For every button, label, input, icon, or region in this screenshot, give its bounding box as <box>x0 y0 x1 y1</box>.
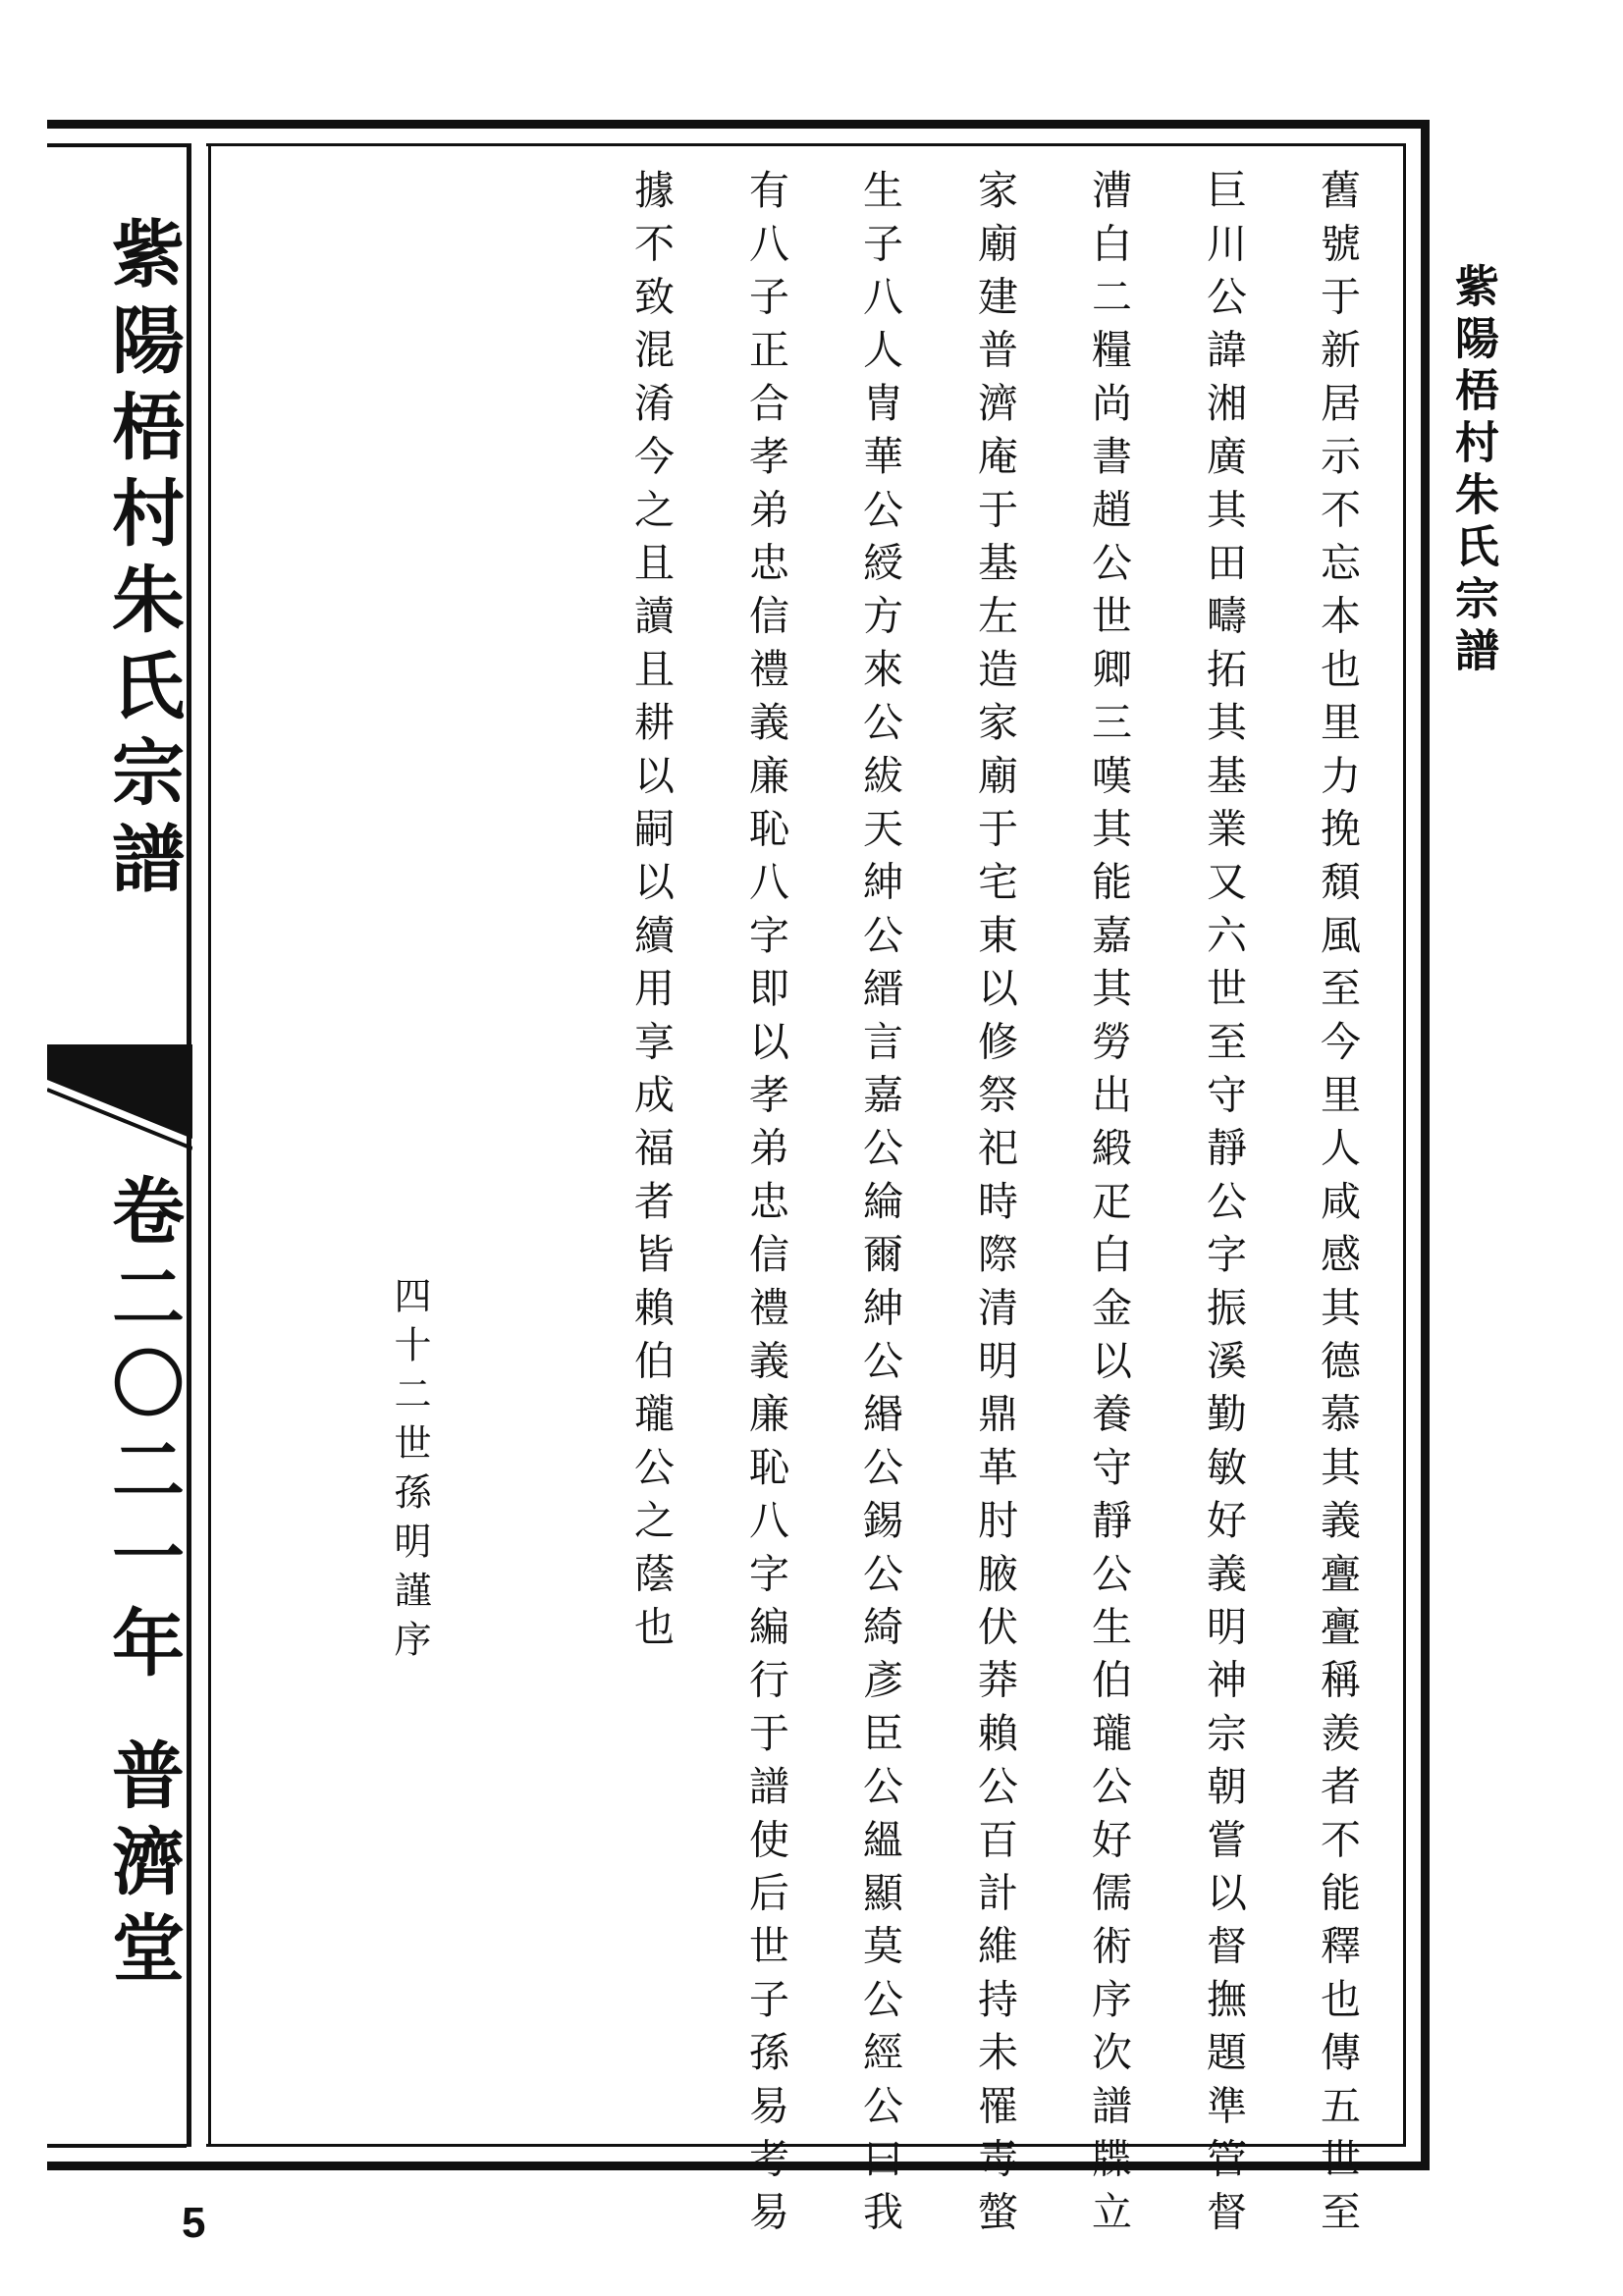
spine-volume: 卷二〇二一年 <box>100 1173 185 1691</box>
text-column-3: 漕白二糧尚書趙公世卿三嘆其能嘉其勞出緞疋白金以養守靜公生伯瓏公好儒術序次譜牒立 <box>1085 169 1132 2244</box>
text-column-5: 生子八人冑華公綬方來公紱天紳公縉言嘉公綸爾紳公緡公錫公綺彥臣公縕顯莫公經公曰我 <box>856 169 903 2244</box>
spine-bottom-rule <box>47 2144 187 2148</box>
text-column-7: 據不致混淆今之且讀且耕以嗣以續用享成福者皆賴伯瓏公之蔭也 <box>627 169 675 1659</box>
spine-hall-name: 普濟堂 <box>100 1737 185 1997</box>
side-title: 紫陽梧村朱氏宗譜 <box>1447 263 1499 679</box>
text-column-1: 舊號于新居示不忘本也里力挽頹風至今里人咸感其德慕其義亹亹稱羨者不能釋也傳五世至 <box>1314 169 1361 2244</box>
spine-title: 紫陽梧村朱氏宗譜 <box>100 216 185 907</box>
text-column-4: 家廟建普濟庵于基左造家廟于宅東以修祭祀時際清明鼎革肘腋伏莽賴公百計維持未罹毒螫 <box>971 169 1018 2244</box>
author-signature: 四十二世孫明謹序 <box>388 1276 431 1669</box>
outer-border-top <box>47 120 1430 129</box>
text-column-6: 有八子正合孝弟忠信禮義廉恥八字即以孝弟忠信禮義廉恥八字編行于譜使后世子孫易考易 <box>742 169 789 2244</box>
text-column-2: 巨川公諱湘廣其田疇拓其基業又六世至守靜公字振溪勤敏好義明神宗朝嘗以督撫題準管督 <box>1200 169 1247 2244</box>
page-number: 5 <box>182 2199 206 2247</box>
fishtail-ornament <box>47 1044 192 1192</box>
spine-top-rule <box>47 143 187 147</box>
inner-border-right <box>1403 143 1406 2147</box>
outer-border-right <box>1421 120 1430 2170</box>
spine-divider-thin <box>208 143 211 2147</box>
inner-border-top <box>206 143 1406 146</box>
